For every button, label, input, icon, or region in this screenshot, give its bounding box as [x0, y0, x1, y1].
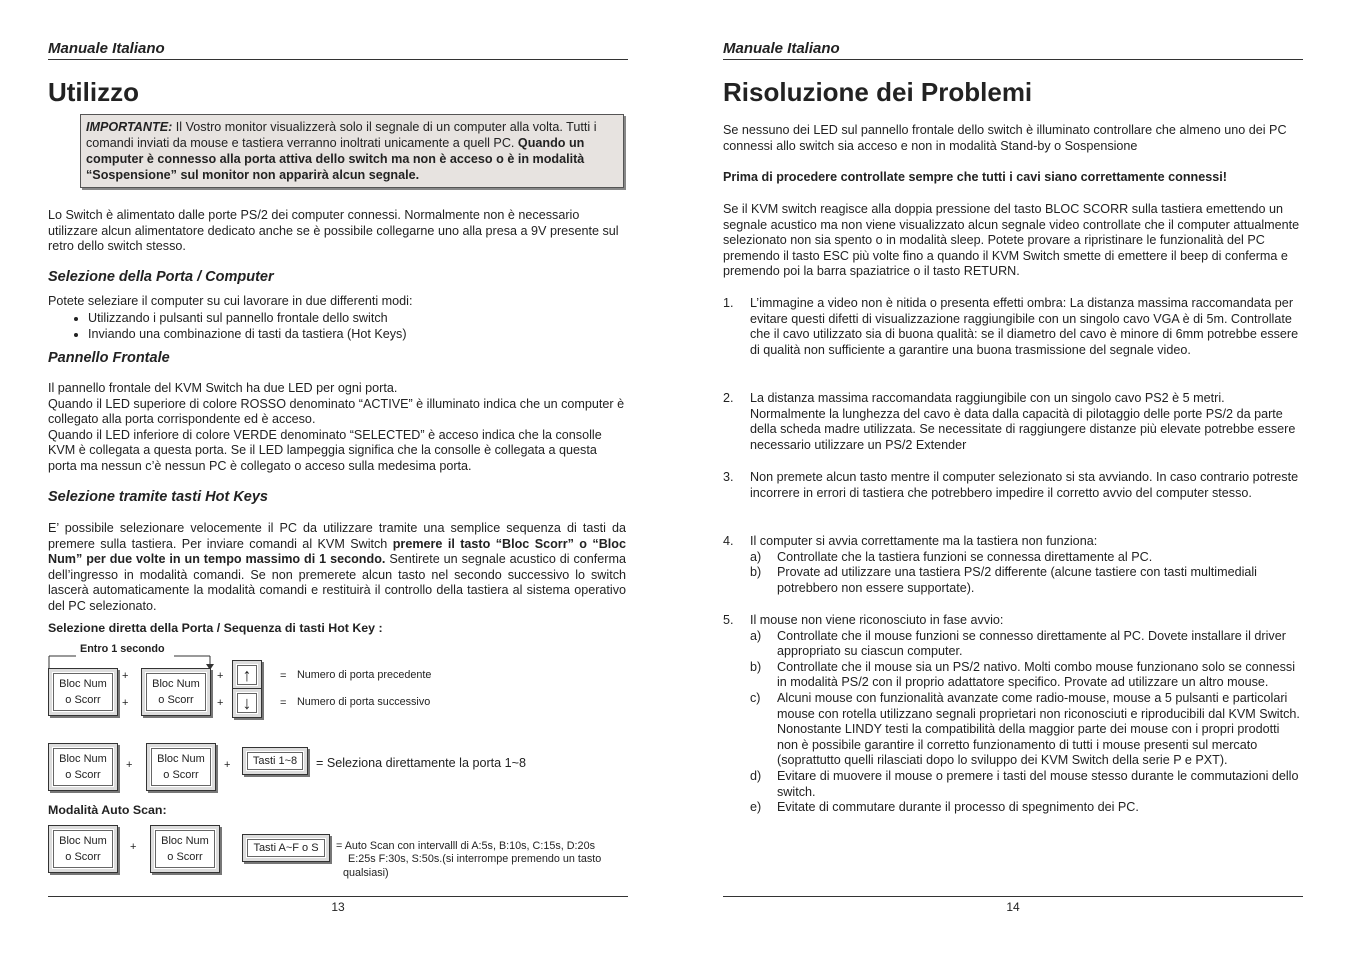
item-number: 4.	[723, 534, 734, 548]
right-page	[723, 0, 1303, 954]
arrow-down-key	[232, 688, 262, 718]
next-port-label: Numero di porta successivo	[297, 696, 431, 708]
item-number: 3.	[723, 470, 734, 484]
important-box	[80, 114, 624, 188]
sub-text: Provate ad utilizzare una tastiera PS/2 differente (alcune tastiere con tasti multimediali potrebbero non essere supportate).	[777, 565, 1257, 595]
bloc-key-3	[48, 743, 118, 791]
list-item	[723, 296, 1303, 358]
item-number: 2.	[723, 391, 734, 405]
right-header: Manuale Italiano	[723, 40, 1303, 60]
important-bold: Quando un computer è connesso alla porta attiva dello switch ma non è acceso o è in modalità “Sospensione” sul monitor non apparirà alcun segnale.	[86, 136, 585, 182]
autoscan-desc-2: E:25s F:30s, S:50s.(si interrompe premendo un tasto	[348, 853, 602, 865]
section-front-text	[48, 381, 628, 475]
plus-sign: +	[130, 841, 137, 853]
item-number: 1.	[723, 296, 734, 310]
hotkeys-text-a: E’ possibile selezionare velocemente il PC da utilizzare tramite una semplice sequenza di tasti da premere sulla tastiera. Per inviare comandi al KVM Switch	[48, 521, 626, 551]
list-item: • Utilizzando i pulsanti sul pannello frontale dello switch	[88, 310, 668, 326]
keys-1-8	[242, 747, 308, 775]
plus-sign: +	[122, 697, 129, 709]
key-label: Bloc Num o Scorr	[151, 748, 211, 786]
section-title-port: Selezione della Porta / Computer	[48, 269, 274, 285]
section-title-hotkeys: Selezione tramite tasti Hot Keys	[48, 489, 268, 505]
plus-sign: +	[217, 670, 224, 682]
important-text: Il Vostro monitor visualizzerà solo il segnale di un computer alla volta. Tutti i comandi inviati da mouse e tastiera verranno inoltrati unicamente a quell PC.	[86, 120, 597, 150]
sub-text: Alcuni mouse con funzionalità avanzate come radio-mouse, mouse a 5 pulsanti e particolari mouse con rotella utilizzano segnali proprietari non riconosciuti e riproducibili dal KVM Switch. Nonostante LINDY testi la compatibilità della maggior parte dei mouse con i propri prodotti non è possibile garantire il corretto funzionamento di tutti i mouse presenti sul mercato (soprattutto quelli rilasciati dopo lo sviluppo dei KVM Switch della serie P e PXT).	[777, 690, 1300, 768]
sub-item	[750, 550, 1303, 566]
item-text: Il mouse non viene riconosciuto in fase avvio:	[750, 613, 1004, 627]
plus-sign: +	[224, 759, 231, 771]
autoscan-title: Modalità Auto Scan:	[48, 803, 167, 817]
sub-item	[750, 691, 1303, 769]
plus-sign: +	[217, 697, 224, 709]
item-text: La distanza massima raccomandata raggiungibile con un singolo cavo PS2 è 5 metri. Normalmente la lunghezza del cavo è data dalla capacità di pilotaggio delle porte PS/2 da parte della scheda madre utilizzata. Se necessitate di raggiungere distanze più elevate potrebbe essere necessario utilizzare un PS/2 Extender	[750, 391, 1296, 452]
front-line: Quando il LED inferiore di colore VERDE denominato “SELECTED” è acceso indica che la consolle KVM è collegata a questa porta. Se il LED lampeggia significa che la consolle è collegata a questa porta ma nessun c’è nessun PC è collegato o acceso sulla medesima porta.	[48, 427, 602, 473]
key-label: Bloc Num o Scorr	[155, 830, 215, 868]
front-line: Il pannello frontale del KVM Switch ha due LED per ogni porta.	[48, 381, 398, 395]
section-hotkeys-text	[48, 521, 626, 615]
sub-text: Controllate che il mouse funzioni se connesso direttamente al PC. Dovete installare il driver appropriato su ciascun computer.	[777, 628, 1286, 659]
left-page	[48, 0, 628, 954]
item-text: L’immagine a video non è nitida o presenta effetti ombra: La distanza massima raccomandata per evitare questi difetti di visualizzazione raggiungibile con un singolo cavo VGA è di 5m. Controllate che il cavo utilizzato sia di buona qualità: se il diametro del cavo è minore di 6mm potrebbe essere di qualità non sufficiente a garantire una buona trasmissione del segnale video.	[750, 296, 1299, 357]
section-title-front: Pannello Frontale	[48, 350, 170, 366]
direct-selection-title: Selezione diretta della Porta / Sequenza di tasti Hot Key :	[48, 621, 383, 635]
sub-letter: b)	[750, 565, 762, 580]
sub-text: Evitate di commutare durante il processo di spegnimento dei PC.	[777, 800, 1139, 815]
equals-sign: =	[280, 670, 287, 682]
list-item	[723, 470, 1303, 501]
bloc-key-1	[48, 668, 118, 716]
front-line: Quando il LED superiore di colore ROSSO denominato “ACTIVE” è illuminato indica che un computer è collegato alla porta corrispondente ed è acceso.	[48, 396, 625, 427]
sub-letter: d)	[750, 768, 762, 783]
list-item	[723, 613, 1303, 816]
troubleshoot-p2: Prima di procedere controllate sempre che tutti i cavi siano correttamente connessi!	[723, 170, 1227, 184]
hotkeys-text-c: Sentirete un segnale acustico di conferma dell’ingresso in modalità comandi. Se non premerete alcun tasto nel secondo successivo lo switch lascerà automaticamente la modalità comandi e restituirà il controllo della tastiera al sistema operativo del PC selezionato.	[48, 552, 626, 613]
sub-letter: a)	[750, 628, 762, 643]
list-item	[723, 534, 1303, 596]
troubleshoot-p1: Se nessuno dei LED sul pannello frontale dello switch è illuminato controllare che almeno uno dei PC connessi allo switch sia acceso e non in modalità Stand-by o Sospensione	[723, 123, 1287, 153]
key-label: Tasti A~F o S	[247, 839, 325, 857]
autoscan-desc-1: = Auto Scan con intervalll di A:5s, B:10s, C:15s, D:20s	[336, 840, 595, 852]
troubleshoot-p3: Se il KVM switch reagisce alla doppia pressione del tasto BLOC SCORR sulla tastiera emettendo un segnale acustico ma non viene visualizzato alcun segnale video controllate che il computer attualmente selezionato non sia spento o in modalità sleep. Potete provare a ripristinare le funzionalità del PC premendo il tasto ESC più volte fino a quando il KVM Switch smette di emettere il beep di conferma e premendo poi la barra spaziatrice o il tasto RETURN.	[723, 202, 1300, 279]
keys-a-f-s	[242, 834, 330, 862]
left-page-number: 13	[48, 896, 628, 914]
left-header: Manuale Italiano	[48, 40, 628, 60]
autoscan-desc-3: qualsiasi)	[343, 867, 389, 879]
item-text: Non premete alcun tasto mentre il computer selezionato si sta avviando. In caso contrario potreste incorrere in errori di tastiera che potrebbero impedire il corretto avvio del computer stesso.	[750, 470, 1299, 500]
section-port-text: Potete seleziare il computer su cui lavorare in due differenti modi:	[48, 294, 413, 308]
sub-letter: b)	[750, 659, 762, 674]
item-number: 5.	[723, 613, 734, 627]
sub-item	[750, 629, 1303, 660]
sub-letter: c)	[750, 690, 761, 705]
list-item: • Inviando una combinazione di tasti da tastiera (Hot Keys)	[88, 326, 668, 342]
sub-item	[750, 800, 1303, 816]
important-label: IMPORTANTE:	[86, 120, 173, 134]
intro-paragraph: Lo Switch è alimentato dalle porte PS/2 dei computer connessi. Normalmente non è necessario utilizzare alcun alimentatore dedicato anche se è possibile collegarne uno alla presa a 9V presente sul retro dello switch stesso.	[48, 208, 619, 254]
list-item	[723, 391, 1303, 453]
key-label: Bloc Num o Scorr	[53, 673, 113, 711]
sub-text: Evitare di muovere il mouse o premere i tasti del mouse stesso durante le commutazioni dello switch.	[777, 768, 1299, 799]
bloc-key-6	[150, 825, 220, 873]
key-label: Bloc Num o Scorr	[146, 673, 206, 711]
left-title: Utilizzo	[48, 77, 139, 107]
equals-sign: =	[280, 697, 287, 709]
key-label: Bloc Num o Scorr	[53, 830, 113, 868]
key-label: Tasti 1~8	[247, 752, 303, 770]
prev-port-label: Numero di porta precedente	[297, 669, 432, 681]
bloc-key-5	[48, 825, 118, 873]
sub-item	[750, 565, 1303, 596]
sub-item	[750, 769, 1303, 800]
section-port-bullets	[48, 310, 668, 342]
right-page-number: 14	[723, 896, 1303, 914]
plus-sign: +	[126, 759, 133, 771]
sub-text: Controllate che il mouse sia un PS/2 nativo. Molti combo mouse funzionano solo se connessi in modalità PS/2 con il proprio adattatore specifico. Provate ad utilizzare un altro mouse.	[777, 659, 1296, 690]
within-one-second-label: Entro 1 secondo	[80, 643, 165, 655]
sub-text: Controllate che la tastiera funzioni se connessa direttamente al PC.	[777, 549, 1153, 564]
arrow-up-icon: ↑	[237, 665, 257, 685]
sub-letter: a)	[750, 549, 762, 564]
plus-sign: +	[122, 670, 129, 682]
right-title: Risoluzione dei Problemi	[723, 77, 1033, 107]
sub-item	[750, 660, 1303, 691]
item-text: Il computer si avvia correttamente ma la tastiera non funziona:	[750, 534, 1098, 548]
bloc-key-4	[146, 743, 216, 791]
hotkeys-text-bold: premere il tasto “Bloc Scorr” o “Bloc Num” per due volte in un tempo massimo di 1 secondo.	[48, 536, 626, 567]
bloc-key-2	[141, 668, 211, 716]
arrow-down-icon: ↓	[237, 693, 257, 713]
select-1-8-label: = Seleziona direttamente la porta 1~8	[316, 756, 527, 770]
key-label: Bloc Num o Scorr	[53, 748, 113, 786]
arrow-up-key	[232, 660, 262, 690]
sub-letter: e)	[750, 800, 762, 815]
